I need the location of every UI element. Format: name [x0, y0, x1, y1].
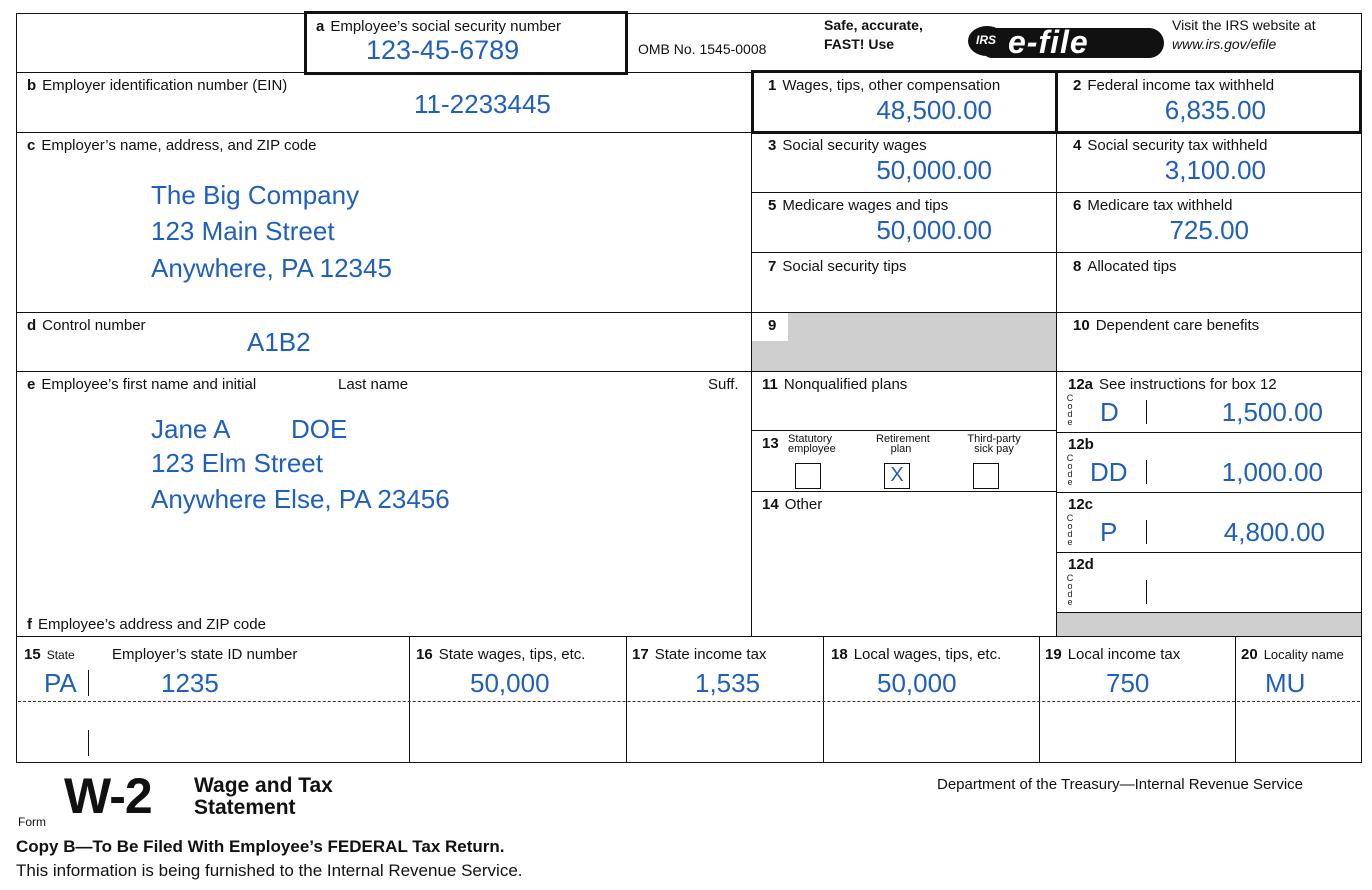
box5-label: 5 Medicare wages and tips: [768, 197, 949, 214]
box16-label: 16 State wages, tips, etc.: [416, 646, 586, 663]
state-id-value: 1235: [161, 668, 219, 698]
box19-label: 19 Local income tax: [1045, 646, 1181, 663]
box1-value: 48,500.00: [876, 95, 992, 125]
form-word: Form: [18, 815, 46, 829]
box3-label: 3 Social security wages: [768, 137, 927, 154]
box18-label: 18 Local wages, tips, etc.: [831, 646, 1002, 663]
box-a-label: a Employee’s social security number: [316, 18, 561, 35]
employer-name: The Big Company: [151, 180, 360, 210]
box12-bottom-shading: [1057, 613, 1361, 636]
thirdparty-label-1: Third-party: [967, 433, 1021, 445]
box9-shading: [752, 341, 1056, 371]
thirdparty-sick-pay-checkbox[interactable]: [973, 463, 999, 489]
safe-line2: FAST! Use: [824, 36, 895, 52]
retirement-label-2: plan: [890, 443, 912, 455]
box4-value: 3,100.00: [1164, 155, 1266, 185]
employee-first-name: Jane A: [151, 414, 231, 444]
copy-b-line: Copy B—To Be Filed With Employee’s FEDERAL Tax Return.: [16, 837, 505, 856]
box-d-label: d Control number: [27, 317, 146, 334]
box12a-label: 12a See instructions for box 12: [1068, 376, 1277, 393]
efile-irs-text: IRS: [976, 33, 997, 47]
box13-label: 13: [762, 435, 779, 452]
box12b-code-label: C o d e: [1066, 453, 1074, 487]
form-title-line1: Wage and Tax: [194, 774, 333, 797]
box12c-code-label: C o d e: [1066, 513, 1074, 547]
ssn-value: 123-45-6789: [366, 35, 520, 65]
box12a-value: 1,500.00: [1221, 397, 1323, 427]
box12d-label: 12d: [1068, 556, 1094, 573]
statutory-employee-checkbox[interactable]: [795, 463, 821, 489]
box3-value: 50,000.00: [876, 155, 992, 185]
local-tax-value: 750: [1106, 668, 1150, 698]
retirement-label-1: Retirement: [876, 433, 930, 445]
employer-city: Anywhere, PA 12345: [151, 253, 392, 283]
locality-value: MU: [1265, 668, 1306, 698]
suffix-label: Suff.: [708, 376, 739, 393]
box4-label: 4 Social security tax withheld: [1073, 137, 1268, 154]
department-line: Department of the Treasury—Internal Revenue Service: [937, 776, 1304, 793]
ein-value: 11-2233445: [414, 89, 551, 119]
box11-label: 11 Nonqualified plans: [762, 376, 908, 393]
employee-city: Anywhere Else, PA 23456: [151, 484, 450, 514]
box12d-code-label: C o d e: [1066, 573, 1074, 607]
irs-efile-logo: [968, 24, 1164, 62]
box7-label: 7 Social security tips: [768, 258, 907, 275]
employer-street: 123 Main Street: [151, 216, 335, 246]
statutory-label-2: employee: [788, 443, 836, 455]
box15-label: 15 State: [24, 646, 75, 663]
box6-value: 725.00: [1169, 215, 1249, 245]
safe-line1: Safe, accurate,: [824, 17, 923, 33]
box9-label: 9: [768, 317, 777, 334]
box12c-value: 4,800.00: [1223, 517, 1325, 547]
furnished-line: This information is being furnished to the Internal Revenue Service.: [16, 861, 523, 880]
visit-line1: Visit the IRS website at: [1172, 17, 1316, 33]
box14-label: 14 Other: [762, 496, 823, 513]
box6-label: 6 Medicare tax withheld: [1073, 197, 1233, 214]
box5-value: 50,000.00: [876, 215, 992, 245]
box1-label: 1 Wages, tips, other compensation: [768, 77, 1001, 94]
employee-last-name: DOE: [291, 414, 348, 444]
state-wages-value: 50,000: [470, 668, 550, 698]
box2-label: 2 Federal income tax withheld: [1073, 77, 1275, 94]
box9-shading-right: [788, 313, 1056, 342]
box-b-label: b Employer identification number (EIN): [27, 77, 288, 94]
box-c-label: c Employer’s name, address, and ZIP code: [27, 137, 317, 154]
last-name-label: Last name: [338, 376, 409, 393]
efile-text: e-file: [1008, 24, 1089, 60]
local-wages-value: 50,000: [877, 668, 957, 698]
box-f-label: f Employee’s address and ZIP code: [27, 616, 266, 633]
retirement-plan-checkbox[interactable]: X: [884, 463, 910, 489]
box17-label: 17 State income tax: [632, 646, 767, 663]
box12a-code-label: C o d e: [1066, 393, 1074, 427]
form-title-line2: Statement: [194, 796, 296, 819]
form-name: W-2: [64, 768, 152, 824]
omb-number: OMB No. 1545-0008: [638, 41, 767, 57]
state-id-label: Employer’s state ID number: [112, 646, 298, 663]
box12b-code: DD: [1090, 457, 1128, 487]
box2-value: 6,835.00: [1164, 95, 1266, 125]
visit-line2: www.irs.gov/efile: [1172, 36, 1277, 52]
box12c-code: P: [1100, 517, 1118, 547]
employee-street: 123 Elm Street: [151, 448, 323, 478]
state-code: PA: [44, 668, 77, 698]
box10-label: 10 Dependent care benefits: [1073, 317, 1260, 334]
box12b-value: 1,000.00: [1221, 457, 1323, 487]
control-number: A1B2: [247, 327, 311, 357]
box12c-label: 12c: [1068, 496, 1094, 513]
thirdparty-label-2: sick pay: [974, 443, 1014, 455]
box8-label: 8 Allocated tips: [1073, 258, 1177, 275]
statutory-label-1: Statutory: [788, 433, 833, 445]
box12a-code: D: [1100, 397, 1119, 427]
box20-label: 20 Locality name: [1241, 646, 1344, 663]
state-tax-value: 1,535: [695, 668, 761, 698]
box-e-label: e Employee’s first name and initial: [27, 376, 257, 393]
box12b-label: 12b: [1068, 436, 1094, 453]
